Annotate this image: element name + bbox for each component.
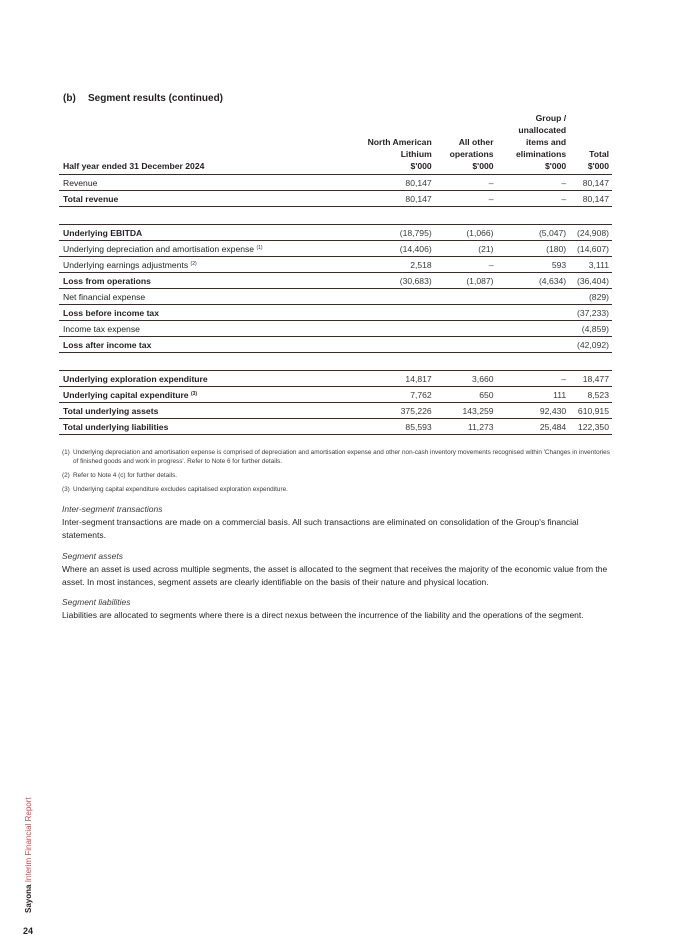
cell-value: 143,259	[435, 403, 497, 419]
cell-value: (829)	[569, 289, 612, 305]
report-title: Interim Financial Report	[24, 797, 33, 883]
table-row	[59, 305, 612, 321]
footnote-text: Refer to Note 4 (c) for further details.	[73, 472, 178, 479]
cell-value: (21)	[435, 241, 497, 257]
section-subheading: Segment liabilities	[62, 597, 131, 608]
cell-value: (180)	[497, 241, 570, 257]
row-label: Net financial expense	[59, 289, 359, 305]
section-number: (b)	[63, 93, 76, 104]
section-body: Where an asset is used across multiple segments, the asset is allocated to the segment that receives the majority of the economic value from the asset. In most instances, segment assets are clearly identifiable on the basis of their nature and physical location.	[62, 563, 608, 587]
footnote-text: Underlying capital expenditure excludes capitalised exploration expenditure.	[73, 486, 288, 493]
cell-value	[497, 321, 570, 337]
footnote-text: Underlying depreciation and amortisation expense is comprised of depreciation and amortisation expense and other non-cash inventory movements recognised within 'Changes in inventories of finished goods and work in progress'. Refer to Note 6 for further details.	[73, 449, 610, 465]
footnote-ref: (1)	[256, 244, 263, 251]
table-row	[59, 337, 612, 353]
table-row	[59, 403, 612, 419]
cell-value: 375,226	[359, 403, 435, 419]
cell-value: 11,273	[435, 419, 497, 435]
section-heading: Segment results (continued)	[88, 93, 224, 104]
table-row	[59, 191, 612, 207]
table-row	[59, 387, 612, 403]
cell-value: 18,477	[569, 371, 612, 387]
cell-value: (36,404)	[569, 273, 612, 289]
row-label: Total revenue	[59, 191, 359, 207]
section-body: Liabilities are allocated to segments where there is a direct nexus between the incurrence of the liability and the operations of the segment.	[62, 610, 584, 621]
group-spacer	[59, 353, 612, 371]
row-label: Underlying capital expenditure $^{(3)}$	[59, 387, 359, 403]
cell-value	[359, 337, 435, 353]
footnotes	[62, 448, 612, 499]
column-header: Group / unallocated items and eliminations $'000	[516, 113, 567, 171]
cell-value	[435, 321, 497, 337]
cell-value: 650	[435, 387, 497, 403]
cell-value	[435, 305, 497, 321]
cell-value: –	[497, 371, 570, 387]
cell-value: –	[497, 175, 570, 191]
footnote-number: (2)	[62, 472, 70, 479]
cell-value: (5,047)	[497, 225, 570, 241]
cell-value: (1,066)	[435, 225, 497, 241]
cell-value	[497, 305, 570, 321]
cell-value	[435, 337, 497, 353]
segment-results-table	[59, 112, 612, 435]
row-label: Loss after income tax	[59, 337, 359, 353]
cell-value: 8,523	[569, 387, 612, 403]
brand-name: Sayona	[24, 884, 33, 913]
cell-value: –	[497, 191, 570, 207]
cell-value: 80,147	[569, 191, 612, 207]
table-row	[59, 419, 612, 435]
cell-value: 80,147	[359, 191, 435, 207]
cell-value	[497, 289, 570, 305]
note-section	[62, 550, 614, 590]
row-label: Income tax expense	[59, 321, 359, 337]
cell-value: –	[435, 191, 497, 207]
cell-value: 3,111	[569, 257, 612, 273]
report-sidebar-label	[24, 797, 33, 913]
row-label: Underlying depreciation and amortisation expense $^{(1)}$	[59, 241, 359, 257]
row-label: Loss before income tax	[59, 305, 359, 321]
table-row	[59, 241, 612, 257]
cell-value: (18,795)	[359, 225, 435, 241]
cell-value: 85,593	[359, 419, 435, 435]
cell-value: 25,484	[497, 419, 570, 435]
cell-value: (37,233)	[569, 305, 612, 321]
table-row	[59, 257, 612, 273]
table-row	[59, 175, 612, 191]
note-section	[62, 503, 614, 543]
cell-value: 111	[497, 387, 570, 403]
footnote	[62, 485, 612, 494]
table-row	[59, 289, 612, 305]
cell-value: (24,908)	[569, 225, 612, 241]
cell-value: 3,660	[435, 371, 497, 387]
cell-value: (4,859)	[569, 321, 612, 337]
section-title	[63, 93, 223, 104]
table-row	[59, 321, 612, 337]
cell-value	[497, 337, 570, 353]
column-header: Total $'000	[587, 149, 609, 171]
footnote	[62, 471, 612, 480]
section-subheading: Segment assets	[62, 550, 123, 561]
footnote-number: (1)	[62, 449, 70, 456]
row-label: Total underlying liabilities	[59, 419, 359, 435]
cell-value	[359, 289, 435, 305]
period-label: Half year ended 31 December 2024	[63, 161, 205, 171]
footnote	[62, 448, 612, 466]
cell-value	[435, 289, 497, 305]
cell-value: –	[435, 257, 497, 273]
cell-value: 7,762	[359, 387, 435, 403]
cell-value: –	[435, 175, 497, 191]
cell-value: (42,092)	[569, 337, 612, 353]
cell-value: (4,634)	[497, 273, 570, 289]
cell-value: 80,147	[569, 175, 612, 191]
row-label: Underlying EBITDA	[59, 225, 359, 241]
table-row	[59, 371, 612, 387]
column-header: All other operations $'000	[449, 137, 494, 171]
notes-sections	[62, 503, 614, 629]
cell-value: (14,406)	[359, 241, 435, 257]
cell-value: 80,147	[359, 175, 435, 191]
footnote-ref: (3)	[190, 390, 198, 397]
cell-value	[359, 321, 435, 337]
row-label: Underlying earnings adjustments $^{(2)}$	[59, 257, 359, 273]
row-label: Underlying exploration expenditure	[59, 371, 359, 387]
cell-value: 92,430	[497, 403, 570, 419]
cell-value: (1,087)	[435, 273, 497, 289]
row-label: Total underlying assets	[59, 403, 359, 419]
cell-value: (30,683)	[359, 273, 435, 289]
cell-value: 14,817	[359, 371, 435, 387]
cell-value: 610,915	[569, 403, 612, 419]
footnote-number: (3)	[62, 486, 70, 493]
cell-value: 122,350	[569, 419, 612, 435]
footnote-ref: (2)	[190, 260, 197, 267]
column-header: North American Lithium $'000	[367, 137, 432, 171]
table-row	[59, 225, 612, 241]
note-section	[62, 596, 614, 622]
cell-value: 2,518	[359, 257, 435, 273]
table-header-row	[59, 112, 612, 175]
cell-value: 593	[497, 257, 570, 273]
section-subheading: Inter-segment transactions	[62, 504, 163, 514]
cell-value	[359, 305, 435, 321]
cell-value: (14,607)	[569, 241, 612, 257]
group-spacer	[59, 207, 612, 225]
row-label: Loss from operations	[59, 273, 359, 289]
table-row	[59, 273, 612, 289]
row-label: Revenue	[59, 175, 359, 191]
page-number: 24	[23, 926, 34, 936]
section-body: Inter-segment transactions are made on a commercial basis. All such transactions are eliminated on consolidation of the Group's financial statements.	[62, 517, 579, 541]
